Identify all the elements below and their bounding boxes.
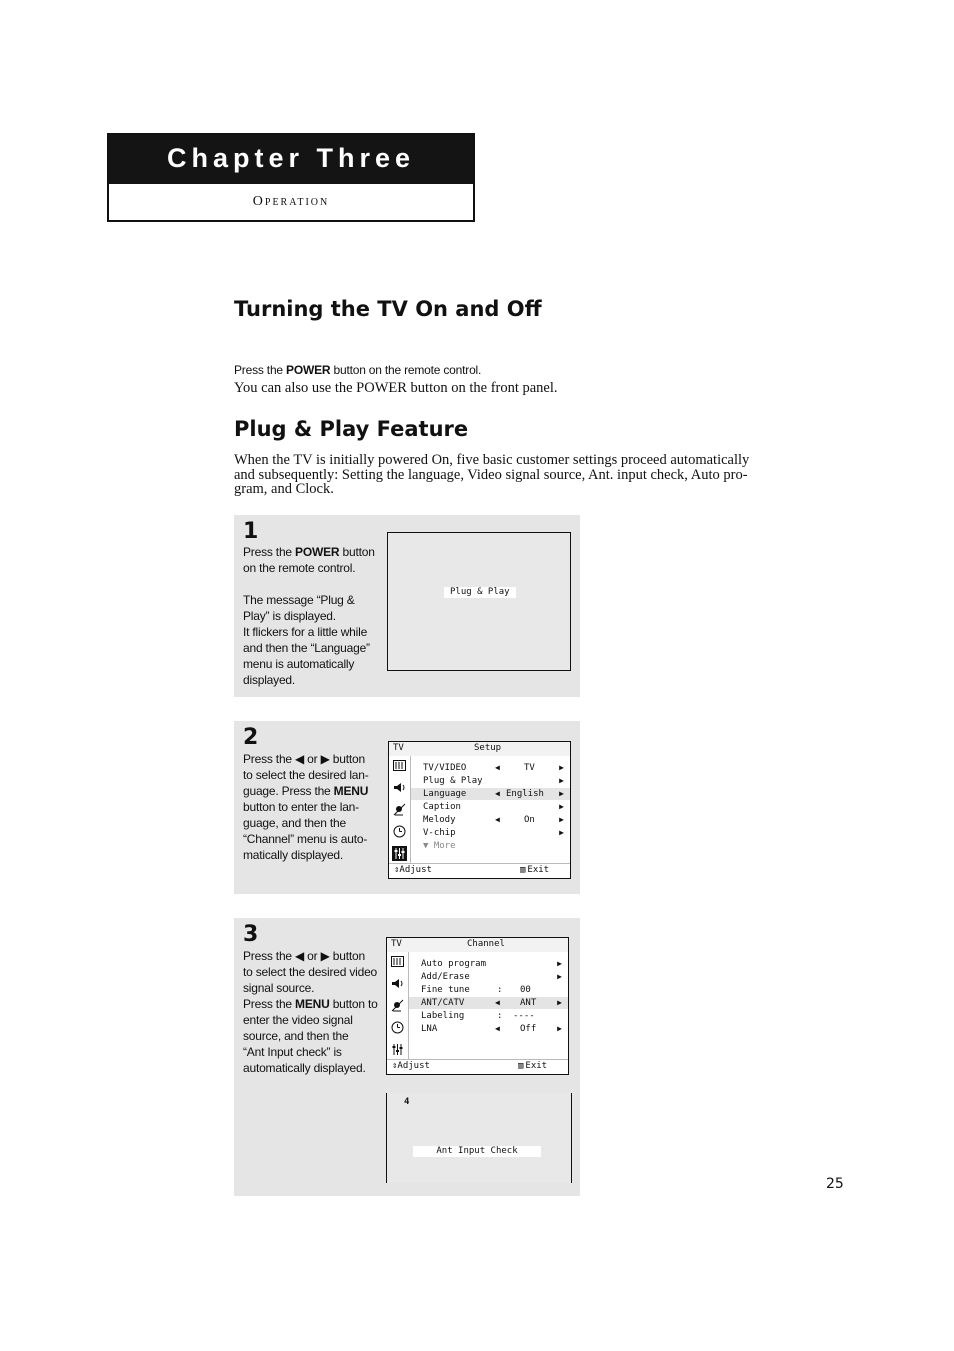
channel-icon	[392, 802, 407, 817]
osd-icon-column	[389, 756, 411, 864]
setup-icon	[390, 1042, 405, 1057]
text-run: Press the	[234, 363, 287, 377]
chapter-subtitle: Operation	[252, 194, 330, 209]
picture-icon	[392, 758, 407, 773]
chapter-title: Chapter Three	[109, 135, 473, 184]
step-1-panel	[234, 515, 580, 697]
exit-hint: ▥ Exit	[518, 1061, 548, 1071]
text-run: button on the remote control.	[330, 363, 482, 377]
intro-line: and subsequently: Setting the language, Video signal source, Ant. input check, Auto pro-	[234, 466, 748, 483]
osd-title: Channel	[467, 939, 505, 949]
osd-row-selected[interactable]: ANT/CATV ◀ ANT ▶	[409, 997, 568, 1009]
step-number: 3	[243, 922, 259, 947]
osd-menu-list	[411, 756, 570, 864]
osd-title-bar	[387, 938, 568, 953]
osd-setup-menu	[388, 741, 571, 879]
step-3-panel	[234, 918, 580, 1196]
setup-icon	[392, 846, 407, 861]
plug-play-intro	[234, 453, 814, 497]
osd-row[interactable]: TV/VIDEO ◀ TV ▶	[423, 763, 564, 773]
channel-icon	[390, 998, 405, 1013]
osd-channel-menu	[386, 937, 569, 1075]
osd-title: Setup	[474, 743, 502, 753]
step-number: 2	[243, 725, 259, 750]
osd-title-bar	[389, 742, 570, 757]
ant-input-message: Ant Input Check	[413, 1146, 541, 1157]
chapter-header	[107, 133, 475, 222]
section-heading-plug-play: Plug & Play Feature	[234, 417, 469, 441]
section-heading-power: Turning the TV On and Off	[234, 297, 542, 321]
intro-line: When the TV is initially powered On, five basic customer settings proceed automatically	[234, 452, 750, 468]
osd-footer	[387, 1059, 568, 1074]
step-number: 1	[243, 519, 259, 544]
osd-menu-list	[409, 952, 568, 1060]
osd-row[interactable]: Add/Erase ▶	[421, 972, 562, 982]
step-2-panel	[234, 721, 580, 894]
tv-screen-plug-play	[387, 532, 571, 671]
tv-screen-ant-input	[386, 1093, 572, 1183]
step-1-text: Press the POWER button on the remote control. The message “Plug & Play” is displayed. It flickers for a little while and then the “Language” menu is automatically displayed.	[243, 545, 375, 687]
step-3-text: Press the ◀ or ▶ button to select the desired video signal source. Press the MENU button to enter the video signal source, and then the “Ant Input check” is automatically displayed.	[243, 949, 378, 1075]
picture-icon	[390, 954, 405, 969]
text-run: You can also use the POWER button on the front panel.	[234, 380, 558, 396]
sound-icon	[390, 976, 405, 991]
clock-icon	[392, 824, 407, 839]
page-number: 25	[826, 1176, 844, 1192]
osd-row[interactable]: Fine tune : 00	[421, 985, 531, 995]
power-instruction	[234, 363, 481, 377]
osd-footer	[389, 863, 570, 878]
osd-row[interactable]: Labeling : ----	[421, 1011, 535, 1021]
channel-number: 4	[404, 1097, 410, 1107]
osd-row-selected[interactable]: Language ◀ English ▶	[411, 788, 570, 800]
sound-icon	[392, 780, 407, 795]
adjust-hint: ⇕Adjust	[392, 1061, 430, 1071]
osd-icon-column	[387, 952, 409, 1060]
exit-hint: ▥ Exit	[520, 865, 550, 875]
osd-tag: TV	[393, 743, 404, 753]
osd-row[interactable]: Caption ▶	[423, 802, 564, 812]
step-2-text: Press the ◀ or ▶ button to select the desired lan- guage. Press the MENU button to enter the lan- guage, and then the “Channel” menu is auto- matically displayed.	[243, 752, 369, 862]
osd-row-more[interactable]: ▼ More	[423, 841, 456, 851]
adjust-hint: ⇕Adjust	[394, 865, 432, 875]
clock-icon	[390, 1020, 405, 1035]
osd-row[interactable]: Auto program ▶	[421, 959, 562, 969]
osd-row[interactable]: V-chip ▶	[423, 828, 564, 838]
osd-row[interactable]: Plug & Play ▶	[423, 776, 564, 786]
plug-play-message: Plug & Play	[444, 587, 516, 598]
osd-row[interactable]: Melody ◀ On ▶	[423, 815, 564, 825]
osd-row[interactable]: LNA ◀ Off ▶	[421, 1024, 562, 1034]
osd-tag: TV	[391, 939, 402, 949]
intro-line: gram, and Clock.	[234, 481, 334, 497]
power-note	[234, 380, 558, 397]
text-bold: POWER	[286, 363, 331, 377]
